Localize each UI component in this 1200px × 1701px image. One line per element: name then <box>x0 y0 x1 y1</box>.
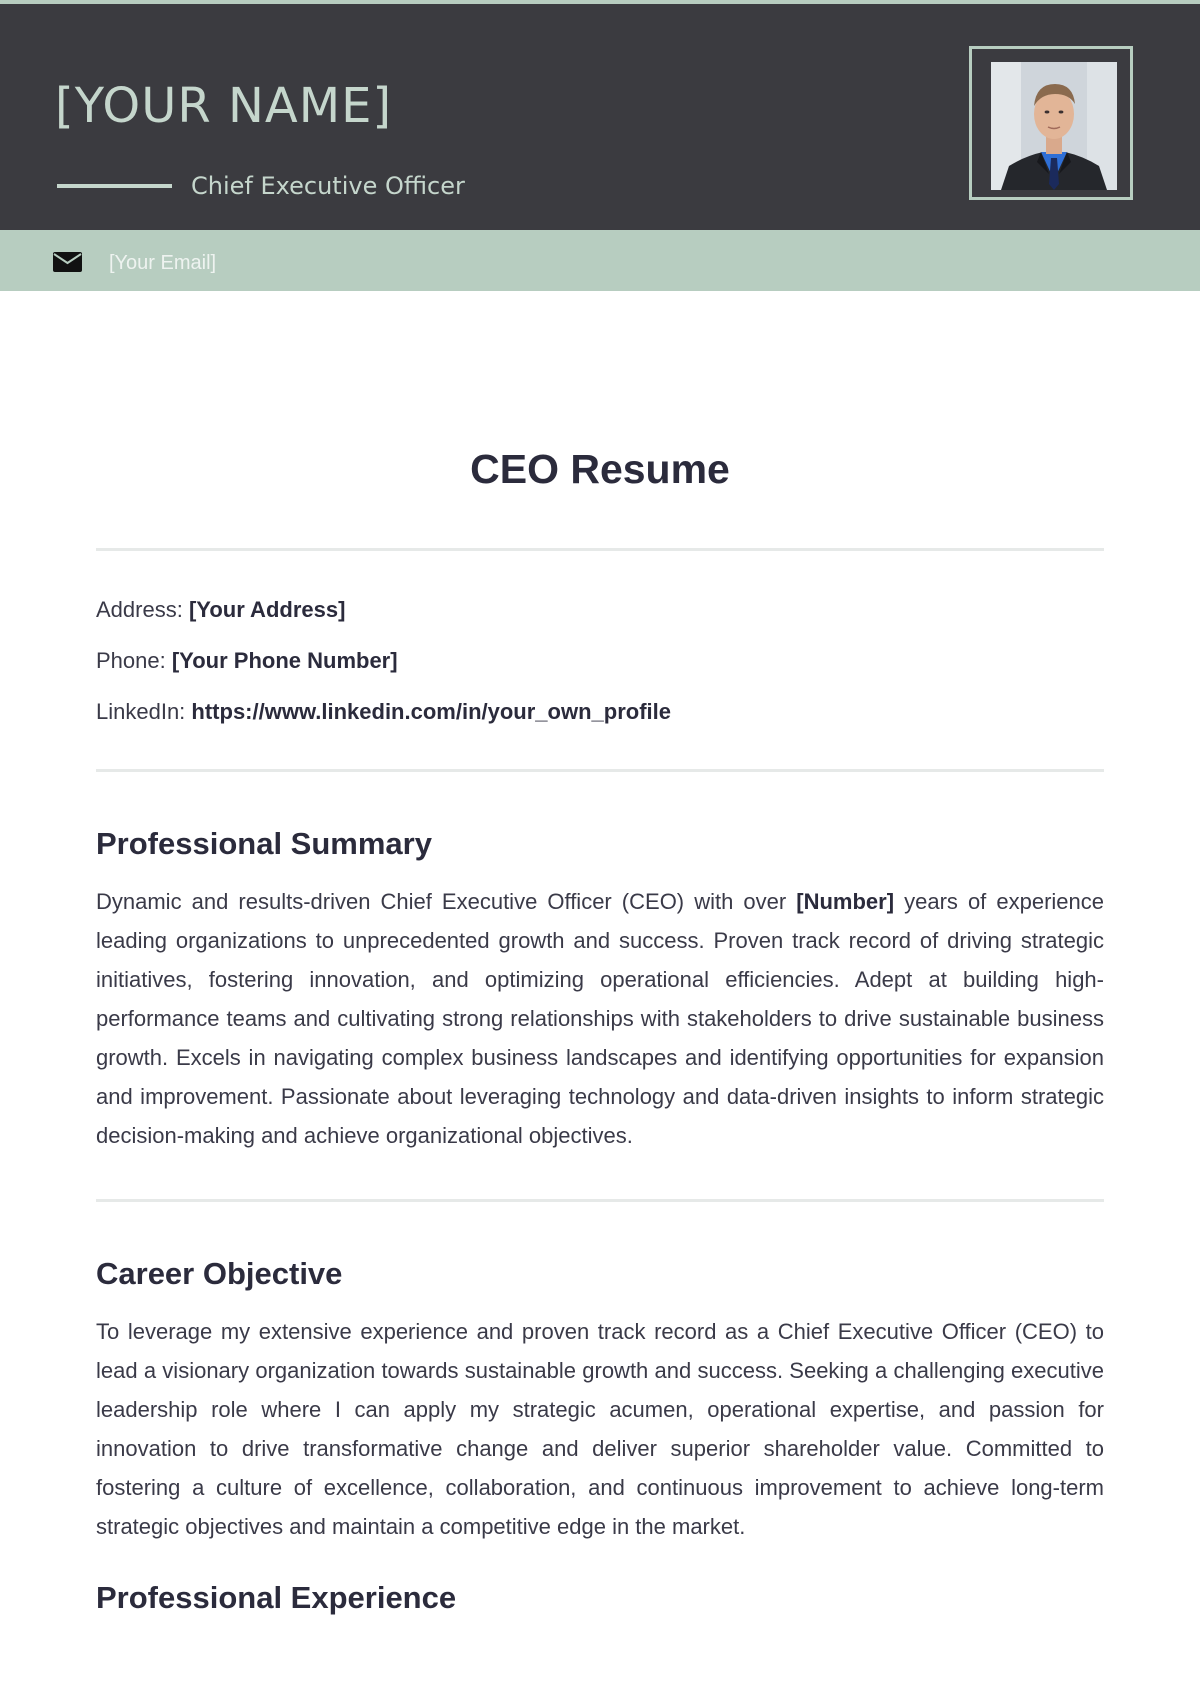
job-title: Chief Executive Officer <box>191 172 465 200</box>
years-placeholder: [Number] <box>796 889 895 914</box>
resume-header <box>0 4 1200 230</box>
candidate-name: [YOUR NAME] <box>55 78 393 134</box>
linkedin-label: LinkedIn: <box>96 699 186 724</box>
resume-body <box>96 440 1104 1618</box>
person-portrait-icon <box>991 62 1117 190</box>
contact-details <box>96 584 1104 737</box>
summary-text-start: Dynamic and results-driven Chief Executive Officer (CEO) with over <box>96 889 787 914</box>
phone-value: [Your Phone Number] <box>171 648 398 673</box>
phone-line <box>96 635 1104 686</box>
linkedin-line <box>96 686 1104 737</box>
experience-heading: Professional Experience <box>96 1580 457 1615</box>
title-divider <box>57 184 172 188</box>
profile-photo <box>991 62 1117 190</box>
linkedin-link[interactable]: https://www.linkedin.com/in/your_own_profile <box>191 699 671 724</box>
photo-frame <box>969 46 1133 200</box>
summary-text-end: years of experience leading organizations to unprecedented growth and success. Proven track record of driving strategic initiatives, fostering innovation, and optimizing operational efficiencies. Adept at building high-performance teams and cultivating strong relationships with stakeholders to drive sustainable business growth. Excels in navigating complex business landscapes and identifying opportunities for expansion and improvement. Passionate about leveraging technology and data-driven insights to inform strategic decision-making and achieve organizational objectives. <box>96 889 1104 1148</box>
objective-heading: Career Objective <box>96 1256 343 1291</box>
divider <box>96 1199 1104 1202</box>
divider <box>96 769 1104 772</box>
divider <box>96 548 1104 551</box>
objective-text: To leverage my extensive experience and proven track record as a Chief Executive Officer (CEO) to lead a visionary organization towards sustainable growth and success. Seeking a challenging executive leadership role where I can apply my strategic acumen, operational expertise, and passion for innovation to drive transformative change and deliver superior shareholder value. Committed to fostering a culture of excellence, collaboration, and continuous improvement to achieve long-term strategic objectives and maintain a competitive edge in the market. <box>96 1319 1104 1539</box>
address-value: [Your Address] <box>188 597 346 622</box>
document-title: CEO Resume <box>470 446 730 492</box>
contact-bar <box>0 230 1200 291</box>
address-label: Address: <box>96 597 183 622</box>
summary-text <box>96 882 1104 1155</box>
envelope-icon <box>53 252 82 272</box>
phone-label: Phone: <box>96 648 166 673</box>
email-text[interactable]: [Your Email] <box>109 252 217 274</box>
address-line <box>96 584 1104 635</box>
summary-heading: Professional Summary <box>96 826 432 861</box>
